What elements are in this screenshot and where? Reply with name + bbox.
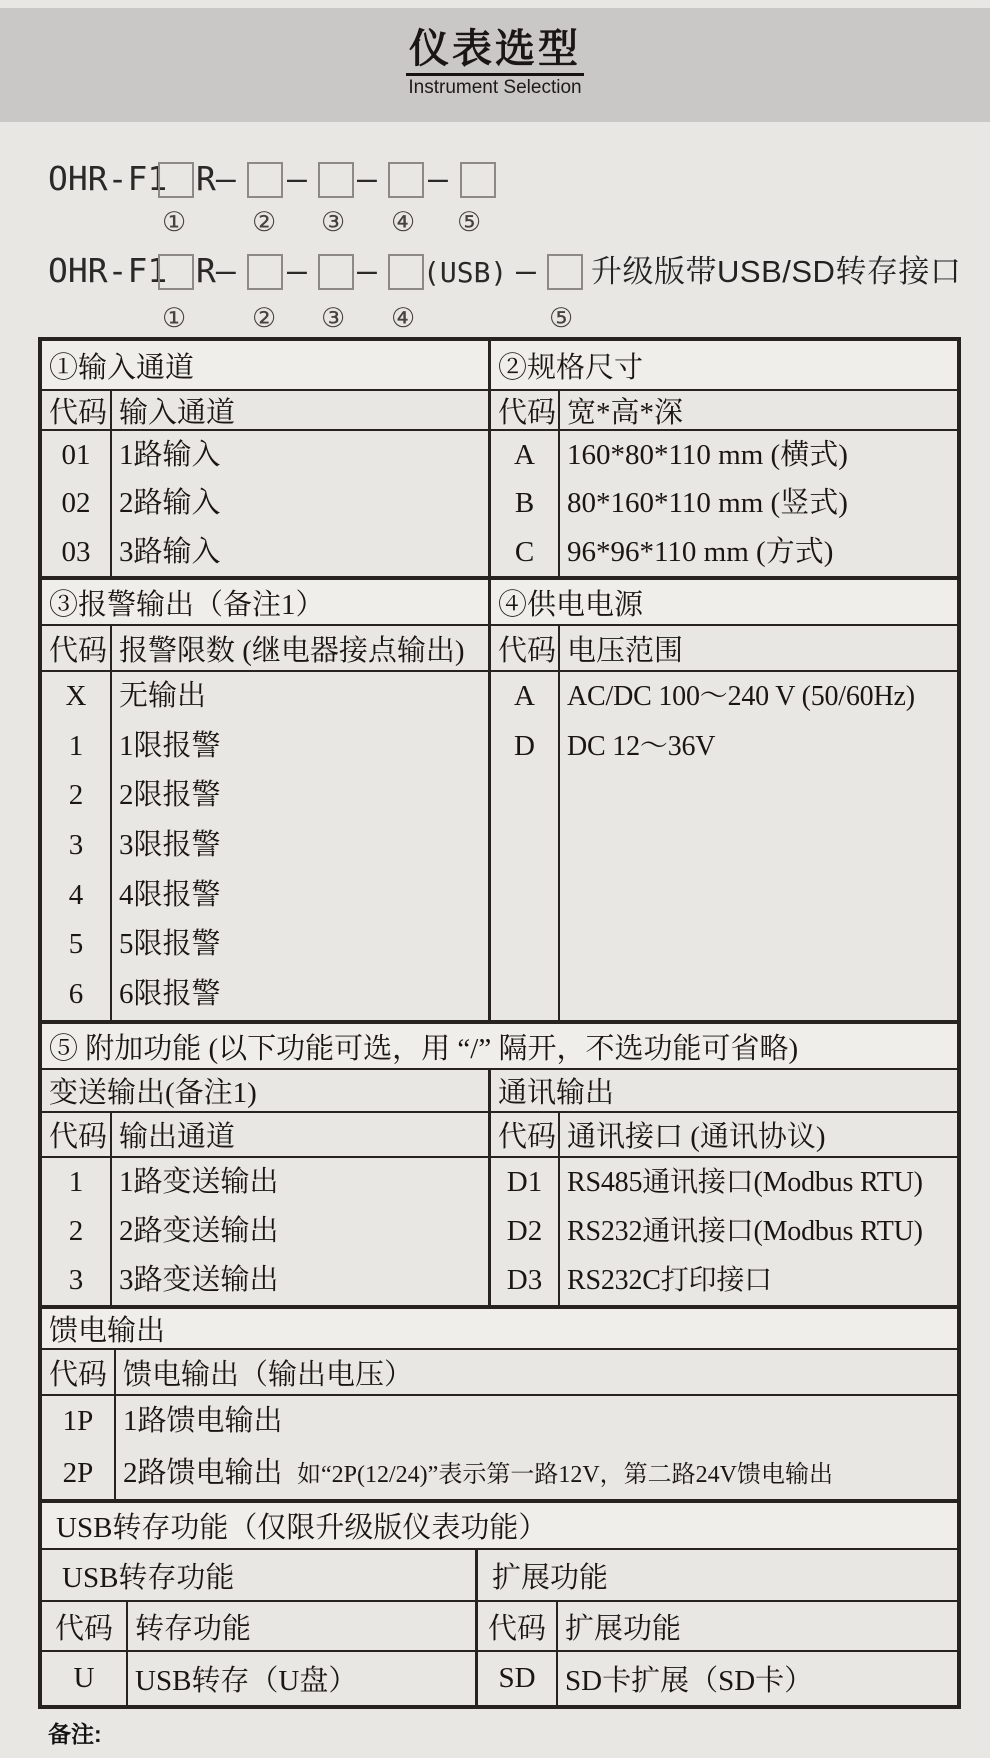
section-titles-input-size [42,341,957,389]
model-code-box [158,254,194,290]
model-dash: – [287,251,307,290]
circled-5: ⑤ [457,207,482,237]
model-position-numbers-2 [0,302,990,336]
code-value: 1 [68,1166,84,1198]
column-headers-input-size [42,389,957,429]
desc-value: RS232通讯接口(Modbus RTU) [567,1216,923,1247]
desc-value: AC/DC 100～240 V (50/60Hz) [567,681,915,712]
model-dash: – [357,159,377,198]
col-header-feed-voltage: 馈电输出（输出电压） [114,1350,957,1394]
code-value: 3 [68,829,84,862]
circled-2: ② [252,207,277,237]
model-code-line-1 [0,161,990,201]
section-banner-usb [42,1499,957,1548]
code-value: B [514,487,535,520]
size-code-column [488,431,558,576]
feed-desc-column [114,1396,957,1499]
code-value: U [73,1662,95,1694]
model-usb-label: (USB) [423,256,508,289]
circled-5: ⑤ [549,303,574,333]
col-header-input-channels: 输入通道 [110,391,488,429]
transmit-desc-column [110,1158,488,1305]
input-desc-column [110,431,488,576]
selection-table [38,337,961,1709]
size-desc-column [558,431,957,576]
model-code-box [318,254,354,290]
col-header-comm-interface: 通讯接口 (通讯协议) [558,1113,957,1156]
desc-value: 2路变送输出 [119,1215,279,1247]
model-upgrade-note: 升级版带USB/SD转存接口 [591,254,962,289]
desc-value: 160*80*110 mm (横式) [567,439,848,471]
section-titles-alarm-power [42,576,957,624]
code-value: D2 [506,1215,543,1247]
desc-value: DC 12～36V [567,730,716,762]
circled-4: ④ [391,207,416,237]
circled-1: ① [162,303,187,333]
col-header-code: 代码 [49,1358,108,1391]
desc-value [123,1448,950,1500]
power-code-column [488,672,558,1020]
desc-value: 3限报警 [119,829,221,862]
model-code-box [388,162,424,198]
model-r-label: R– [196,251,236,290]
desc-value: 4限报警 [119,878,221,911]
input-code-column [42,431,110,576]
model-code-box [247,254,283,290]
section-title-dimensions: ②规格尺寸 [488,341,957,389]
remark-label: 备注: [48,1721,102,1747]
desc-value: 5限报警 [119,928,221,961]
circled-3: ③ [321,207,346,237]
model-dash: – [287,159,307,198]
model-code-box [460,162,496,198]
code-value: 2P [62,1456,94,1489]
alarm-desc-column [110,672,488,1020]
page-subtitle: Instrument Selection [408,77,582,98]
desc-value: USB转存（U盘） [126,1652,475,1705]
page-title: 仪表选型 [406,26,584,76]
code-value: 1P [62,1405,94,1437]
col-header-code: 代码 [49,634,108,667]
section-body-usb-expand [42,1650,957,1705]
col-header-code: 代码 [54,1612,113,1645]
desc-value: 3路输入 [119,535,221,568]
model-position-numbers-1 [0,206,990,240]
col-header-code: 代码 [488,626,558,670]
desc-value: 1路馈电输出 [123,1405,283,1437]
desc-value: 无输出 [119,680,207,712]
code-value: 2 [68,779,84,812]
code-value: D1 [506,1166,543,1198]
section-body-feed [42,1394,957,1499]
model-code-box [158,162,194,198]
sub-title-usb-transfer: USB转存功能 [62,1561,235,1594]
desc-value: 96*96*110 mm (方式) [567,535,834,568]
section-body-alarm-power [42,670,957,1020]
model-prefix: OHR-F1 [48,159,168,198]
code-value: C [514,535,535,568]
desc-value: 2限报警 [119,779,221,812]
model-dash: – [357,251,377,290]
code-value: 02 [61,487,91,520]
feed-code-column [42,1396,114,1499]
col-header-voltage-range: 电压范围 [558,626,957,670]
model-code-box [318,162,354,198]
desc-value: 1路输入 [119,439,221,471]
section-title-transmit-output: 变送输出(备注1) [49,1077,257,1109]
section-banner-addon [42,1020,957,1068]
circled-4: ④ [391,303,416,333]
column-headers-transmit-comm [42,1111,957,1156]
section-body-transmit-comm [42,1156,957,1305]
desc-value: RS485通讯接口(Modbus RTU) [567,1167,923,1198]
power-desc-column [558,672,957,1020]
code-value: 5 [68,928,84,961]
desc-value: SD卡扩展（SD卡） [556,1652,957,1705]
code-value: A [514,439,535,471]
column-headers-feed [42,1348,957,1394]
col-header-alarm-limits: 报警限数 (继电器接点输出) [110,626,488,670]
code-value: X [65,680,87,712]
code-value: D [514,729,535,762]
comm-desc-column [558,1158,957,1305]
section-title-usb-transfer: USB转存功能（仅限升级版仪表功能） [42,1503,957,1548]
model-code-box [247,162,283,198]
circled-3: ③ [321,303,346,333]
col-header-transfer-function: 转存功能 [126,1602,475,1650]
section-title-feed-output [42,1305,957,1348]
column-headers-alarm-power [42,624,957,670]
alarm-code-column [42,672,110,1020]
desc-value: 6限报警 [119,978,221,1011]
model-dash: – [516,251,536,290]
circled-2: ② [252,303,277,333]
desc-value: RS232C打印接口 [567,1265,772,1296]
header-band [0,8,990,122]
section-body-input-size [42,429,957,576]
model-dash: – [428,159,448,198]
col-header-expand-function: 扩展功能 [556,1602,957,1650]
model-code-line-2 [0,253,990,293]
desc-value: 2路输入 [119,487,221,520]
code-value: SD [475,1652,556,1705]
section-title-power-supply: ④供电电源 [488,580,957,624]
section-titles-usb-expand [42,1548,957,1600]
model-prefix: OHR-F1 [48,251,168,290]
desc-value: 3路变送输出 [119,1264,279,1296]
col-header-code: 代码 [49,1121,108,1153]
sub-title-expand-function: 扩展功能 [475,1550,957,1600]
circled-1: ① [162,207,187,237]
code-value: 6 [68,978,84,1011]
code-value: 2 [68,1215,84,1247]
section-title-alarm-output: ③报警输出（备注1） [42,580,488,624]
column-headers-usb-expand [42,1600,957,1650]
section-title-input-channels: ①输入通道 [42,341,488,389]
feed-note: 如“2P(12/24)”表示第一路12V，第二路24V馈电输出 [297,1461,833,1488]
code-value: A [514,680,535,712]
transmit-code-column [42,1158,110,1305]
col-header-code: 代码 [49,396,108,429]
desc-value: 80*160*110 mm (竖式) [567,487,848,520]
code-value: 1 [68,729,84,762]
model-code-box [547,254,583,290]
model-code-box [388,254,424,290]
col-header-dimensions: 宽*高*深 [558,391,957,429]
section-title-comm-output: 通讯输出 [488,1070,957,1111]
code-value: 01 [61,439,91,471]
code-value: D3 [506,1264,543,1296]
section-title-addon-functions: ⑤ 附加功能 (以下功能可选，用 “/” 隔开，不选功能可省略) [42,1024,957,1068]
col-header-code: 代码 [488,391,558,429]
model-r-label: R– [196,159,236,198]
section-titles-transmit-comm [42,1068,957,1111]
comm-code-column [488,1158,558,1305]
section-title-feed-output-label: 馈电输出 [42,1309,957,1348]
col-header-code: 代码 [475,1602,556,1650]
col-header-output-channels: 输出通道 [110,1113,488,1156]
desc-value: 2路馈电输出 [123,1456,283,1489]
col-header-code: 代码 [488,1113,558,1156]
desc-value: 1限报警 [119,729,221,762]
code-value: 4 [68,878,84,911]
code-value: 03 [61,535,91,568]
code-value: 3 [68,1264,84,1296]
desc-value: 1路变送输出 [119,1166,279,1198]
